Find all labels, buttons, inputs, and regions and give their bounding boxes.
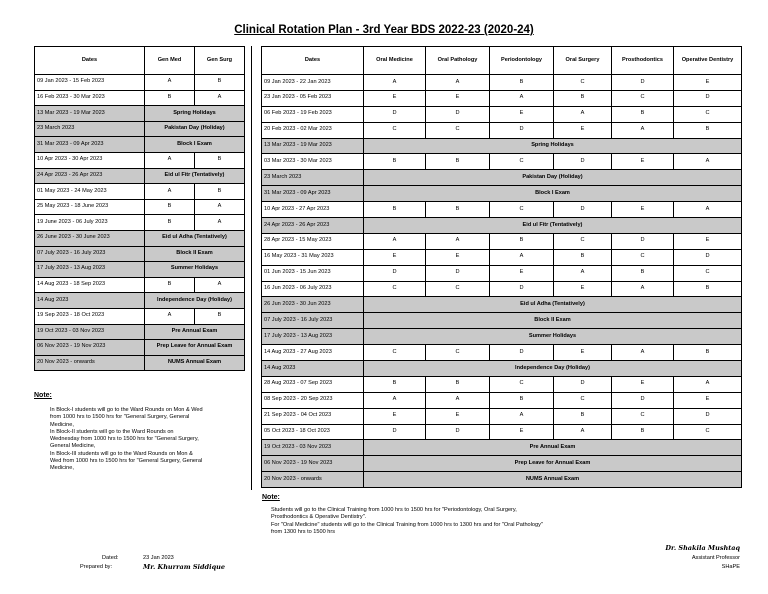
date-cell: 05 Oct 2023 - 18 Oct 2023 [262, 424, 364, 440]
note-line: Wed from 1000 hrs to 1500 hrs for "General Surgery, General [50, 457, 203, 464]
date-cell: 14 Aug 2023 - 27 Aug 2023 [262, 345, 364, 361]
group-cell: E [490, 265, 554, 281]
group-cell: D [426, 424, 490, 440]
dated-value: 23 Jan 2023 [143, 555, 174, 561]
group-cell: B [195, 308, 245, 324]
table-row [262, 249, 742, 265]
date-cell: 10 Apr 2023 - 30 Apr 2023 [35, 152, 145, 168]
table-row [35, 293, 245, 309]
group-cell: E [364, 249, 426, 265]
table-row [262, 154, 742, 170]
table-row [262, 345, 742, 361]
date-cell: 14 Aug 2023 - 18 Sep 2023 [35, 277, 145, 293]
column-header: Gen Med [145, 47, 195, 75]
group-cell: E [674, 233, 742, 249]
left-note-heading: Note: [34, 392, 52, 399]
right-rotation-table [261, 46, 742, 488]
date-cell: 16 Jun 2023 - 06 July 2023 [262, 281, 364, 297]
note-line: from 1000 hrs to 1500 hrs for "General Surgery, General [50, 414, 190, 421]
table-row [262, 361, 742, 377]
group-cell: D [554, 154, 612, 170]
group-cell: B [145, 215, 195, 231]
event-cell: Eid ul Fitr (Tentatively) [145, 168, 245, 184]
group-cell: E [612, 376, 674, 392]
group-cell: C [426, 122, 490, 138]
group-cell: C [612, 249, 674, 265]
table-row [35, 75, 245, 91]
date-cell: 19 June 2023 - 06 July 2023 [35, 215, 145, 231]
event-cell: Spring Holidays [145, 106, 245, 122]
date-cell: 07 July 2023 - 16 July 2023 [262, 313, 364, 329]
table-row [262, 75, 742, 91]
group-cell: D [490, 281, 554, 297]
event-cell: Prep Leave for Annual Exam [364, 456, 742, 472]
event-cell: Pakistan Day (Holiday) [364, 170, 742, 186]
date-cell: 07 July 2023 - 16 July 2023 [35, 246, 145, 262]
group-cell: C [612, 408, 674, 424]
event-cell: Eid ul Adha (Tentatively) [364, 297, 742, 313]
table-row [262, 138, 742, 154]
group-cell: B [612, 424, 674, 440]
left-note-text [50, 407, 250, 472]
date-cell: 20 Nov 2023 - onwards [262, 472, 364, 488]
table-row [35, 121, 245, 137]
date-cell: 01 May 2023 - 24 May 2023 [35, 184, 145, 200]
event-cell: Spring Holidays [364, 138, 742, 154]
group-cell: B [145, 90, 195, 106]
group-cell: A [426, 233, 490, 249]
column-header: Periodontology [490, 47, 554, 75]
group-cell: C [674, 265, 742, 281]
group-cell: A [554, 424, 612, 440]
event-cell: Pre Annual Exam [364, 440, 742, 456]
event-cell: Eid ul Adha (Tentatively) [145, 230, 245, 246]
date-cell: 10 Apr 2023 - 27 Apr 2023 [262, 202, 364, 218]
group-cell: C [554, 392, 612, 408]
note-line: Medicine, [50, 465, 74, 472]
date-cell: 20 Nov 2023 - onwards [35, 355, 145, 371]
document-title: Clinical Rotation Plan - 3rd Year BDS 2022-23 (2020-24) [234, 24, 534, 36]
header-row [35, 47, 245, 75]
group-cell: B [554, 408, 612, 424]
date-cell: 14 Aug 2023 [262, 361, 364, 377]
prepared-by-label: Prepared by: [80, 564, 113, 570]
group-cell: B [612, 106, 674, 122]
column-header: Operative Dentistry [674, 47, 742, 75]
event-cell: Pre Annual Exam [145, 324, 245, 340]
group-cell: C [490, 202, 554, 218]
date-cell: 06 Nov 2023 - 19 Nov 2023 [35, 340, 145, 356]
date-cell: 17 July 2023 - 13 Aug 2023 [35, 262, 145, 278]
group-cell: D [364, 106, 426, 122]
group-cell: E [364, 90, 426, 106]
column-header: Oral Surgery [554, 47, 612, 75]
group-cell: E [554, 281, 612, 297]
note-line: In Block-II students will go to the Ward Rounds on [50, 428, 174, 435]
group-cell: D [554, 202, 612, 218]
group-cell: A [612, 281, 674, 297]
table-row [35, 324, 245, 340]
table-row [262, 408, 742, 424]
group-cell: A [674, 154, 742, 170]
event-cell: Block II Exam [145, 246, 245, 262]
date-cell: 08 Sep 2023 - 20 Sep 2023 [262, 392, 364, 408]
group-cell: A [145, 152, 195, 168]
table-row [35, 355, 245, 371]
table-row [35, 262, 245, 278]
group-cell: C [554, 75, 612, 91]
group-cell: B [426, 154, 490, 170]
group-cell: A [554, 106, 612, 122]
group-cell: C [426, 281, 490, 297]
table-row [262, 329, 742, 345]
group-cell: B [612, 265, 674, 281]
table-row [35, 168, 245, 184]
group-cell: A [426, 75, 490, 91]
column-header: Gen Surg [195, 47, 245, 75]
group-cell: D [426, 106, 490, 122]
note-line: General Medicine, [50, 443, 96, 450]
group-cell: D [364, 424, 426, 440]
date-cell: 23 March 2023 [35, 121, 145, 137]
date-cell: 06 Nov 2023 - 19 Nov 2023 [262, 456, 364, 472]
event-cell: Summer Holidays [364, 329, 742, 345]
date-cell: 16 Feb 2023 - 30 Mar 2023 [35, 90, 145, 106]
date-cell: 21 Sep 2023 - 04 Oct 2023 [262, 408, 364, 424]
group-cell: B [554, 90, 612, 106]
event-cell: Block I Exam [364, 186, 742, 202]
group-cell: A [364, 233, 426, 249]
table-row [35, 137, 245, 153]
group-cell: C [364, 281, 426, 297]
group-cell: B [674, 345, 742, 361]
group-cell: C [490, 376, 554, 392]
right-note-heading: Note: [262, 494, 280, 501]
group-cell: E [554, 345, 612, 361]
note-line: In Block-III students will go to the Ward Rounds on Mon & [50, 450, 193, 457]
table-row [262, 424, 742, 440]
group-cell: A [490, 90, 554, 106]
note-line: In Block-I students will go to the Ward Rounds on Mon & Wed [50, 407, 203, 413]
event-cell: NUMS Annual Exam [364, 472, 742, 488]
group-cell: D [612, 75, 674, 91]
table-row [35, 184, 245, 200]
signatory-title: Assistant Professor [691, 555, 740, 561]
table-row [35, 340, 245, 356]
group-cell: B [195, 75, 245, 91]
group-cell: E [490, 424, 554, 440]
date-cell: 09 Jan 2023 - 15 Feb 2023 [35, 75, 145, 91]
date-cell: 03 Mar 2023 - 30 Mar 2023 [262, 154, 364, 170]
group-cell: C [426, 345, 490, 361]
group-cell: B [195, 184, 245, 200]
column-header: Oral Medicine [364, 47, 426, 75]
group-cell: D [426, 265, 490, 281]
event-cell: Block II Exam [364, 313, 742, 329]
table-row [262, 265, 742, 281]
date-cell: 13 Mar 2023 - 19 Mar 2023 [262, 138, 364, 154]
table-separator [251, 46, 252, 490]
group-cell: A [195, 199, 245, 215]
note-line: For "Oral Medicine" students will go to the Clinical Training from 1000 hrs to 1300 hrs and for "Oral Pathology" [271, 521, 543, 528]
group-cell: B [490, 75, 554, 91]
date-cell: 31 Mar 2023 - 09 Apr 2023 [35, 137, 145, 153]
table-row [262, 440, 742, 456]
group-cell: D [554, 376, 612, 392]
date-cell: 19 Oct 2023 - 03 Nov 2023 [262, 440, 364, 456]
table-row [262, 472, 742, 488]
table-row [35, 308, 245, 324]
group-cell: A [195, 277, 245, 293]
note-line: from 1300 hrs to 1500 hrs [271, 528, 336, 535]
date-cell: 17 July 2023 - 13 Aug 2023 [262, 329, 364, 345]
date-cell: 20 Feb 2023 - 02 Mar 2023 [262, 122, 364, 138]
group-cell: A [364, 392, 426, 408]
group-cell: C [490, 154, 554, 170]
group-cell: B [674, 281, 742, 297]
group-cell: A [145, 308, 195, 324]
event-cell: Prep Leave for Annual Exam [145, 340, 245, 356]
dated-label: Dated: [102, 555, 119, 561]
group-cell: D [612, 392, 674, 408]
table-row [35, 199, 245, 215]
left-rotation-table [34, 46, 245, 371]
group-cell: A [364, 75, 426, 91]
date-cell: 26 June 2023 - 30 June 2023 [35, 230, 145, 246]
group-cell: B [426, 376, 490, 392]
group-cell: E [674, 392, 742, 408]
right-note-text [271, 507, 651, 536]
group-cell: A [612, 345, 674, 361]
group-cell: B [554, 249, 612, 265]
table-row [35, 230, 245, 246]
date-cell: 26 Jun 2023 - 30 Jun 2023 [262, 297, 364, 313]
group-cell: E [426, 249, 490, 265]
group-cell: B [490, 392, 554, 408]
signatory-dept: SHaPE [721, 564, 740, 570]
date-cell: 01 Jun 2023 - 15 Jun 2023 [262, 265, 364, 281]
table-row [262, 313, 742, 329]
header-row [262, 47, 742, 75]
date-cell: 13 Mar 2023 - 19 Mar 2023 [35, 106, 145, 122]
table-row [262, 456, 742, 472]
group-cell: A [145, 184, 195, 200]
group-cell: B [364, 154, 426, 170]
date-cell: 16 May 2023 - 31 May 2023 [262, 249, 364, 265]
group-cell: A [490, 249, 554, 265]
date-cell: 28 Aug 2023 - 07 Sep 2023 [262, 376, 364, 392]
event-cell: Summer Holidays [145, 262, 245, 278]
prepared-by-name: Mr. Khurram Siddique [143, 563, 225, 571]
group-cell: D [674, 249, 742, 265]
date-cell: 25 May 2023 - 18 June 2023 [35, 199, 145, 215]
date-cell: 23 Jan 2023 - 05 Feb 2023 [262, 90, 364, 106]
table-row [262, 376, 742, 392]
group-cell: A [426, 392, 490, 408]
column-header: Dates [262, 47, 364, 75]
group-cell: E [554, 122, 612, 138]
group-cell: D [674, 408, 742, 424]
date-cell: 24 Apr 2023 - 26 Apr 2023 [262, 218, 364, 234]
date-cell: 31 Mar 2023 - 09 Apr 2023 [262, 186, 364, 202]
date-cell: 19 Oct 2023 - 03 Nov 2023 [35, 324, 145, 340]
group-cell: B [674, 122, 742, 138]
date-cell: 06 Feb 2023 - 19 Feb 2023 [262, 106, 364, 122]
group-cell: D [490, 345, 554, 361]
group-cell: B [490, 233, 554, 249]
group-cell: A [674, 376, 742, 392]
table-row [262, 297, 742, 313]
group-cell: D [612, 233, 674, 249]
group-cell: A [554, 265, 612, 281]
table-row [262, 122, 742, 138]
group-cell: C [674, 106, 742, 122]
date-cell: 24 Apr 2023 - 26 Apr 2023 [35, 168, 145, 184]
group-cell: E [674, 75, 742, 91]
table-row [262, 186, 742, 202]
group-cell: E [490, 106, 554, 122]
group-cell: A [490, 408, 554, 424]
event-cell: Independence Day (Holiday) [364, 361, 742, 377]
group-cell: B [364, 376, 426, 392]
column-header: Dates [35, 47, 145, 75]
group-cell: B [426, 202, 490, 218]
signatory-name: Dr. Shakila Mushtaq [665, 544, 740, 552]
event-cell: Block I Exam [145, 137, 245, 153]
table-row [262, 90, 742, 106]
group-cell: C [612, 90, 674, 106]
date-cell: 14 Aug 2023 [35, 293, 145, 309]
group-cell: C [364, 122, 426, 138]
group-cell: D [364, 265, 426, 281]
group-cell: E [426, 90, 490, 106]
table-row [35, 246, 245, 262]
event-cell: Pakistan Day (Holiday) [145, 121, 245, 137]
table-row [35, 90, 245, 106]
column-header: Oral Pathology [426, 47, 490, 75]
group-cell: B [145, 277, 195, 293]
date-cell: 28 Apr 2023 - 15 May 2023 [262, 233, 364, 249]
note-line: Wednesday from 1000 hrs to 1500 hrs for "General Surgery, [50, 436, 199, 443]
event-cell: NUMS Annual Exam [145, 355, 245, 371]
group-cell: B [195, 152, 245, 168]
table-row [35, 106, 245, 122]
group-cell: A [145, 75, 195, 91]
table-row [35, 215, 245, 231]
date-cell: 19 Sep 2023 - 18 Oct 2023 [35, 308, 145, 324]
column-header: Prosthodontics [612, 47, 674, 75]
group-cell: E [612, 154, 674, 170]
table-row [262, 106, 742, 122]
group-cell: A [612, 122, 674, 138]
group-cell: A [195, 90, 245, 106]
group-cell: D [674, 90, 742, 106]
group-cell: B [145, 199, 195, 215]
table-row [35, 277, 245, 293]
table-row [262, 392, 742, 408]
table-row [262, 233, 742, 249]
table-row [262, 281, 742, 297]
group-cell: C [674, 424, 742, 440]
group-cell: A [674, 202, 742, 218]
table-row [35, 152, 245, 168]
event-cell: Eid ul Fitr (Tentatively) [364, 218, 742, 234]
table-row [262, 218, 742, 234]
group-cell: E [364, 408, 426, 424]
note-line: Prosthodontics & Operative Dentistry". [271, 514, 367, 521]
group-cell: B [364, 202, 426, 218]
table-row [262, 202, 742, 218]
group-cell: C [554, 233, 612, 249]
group-cell: D [490, 122, 554, 138]
group-cell: E [612, 202, 674, 218]
event-cell: Independence Day (Holiday) [145, 293, 245, 309]
date-cell: 23 March 2023 [262, 170, 364, 186]
table-row [262, 170, 742, 186]
group-cell: C [364, 345, 426, 361]
note-line: Medicine, [50, 421, 74, 428]
group-cell: E [426, 408, 490, 424]
date-cell: 09 Jan 2023 - 22 Jan 2023 [262, 75, 364, 91]
group-cell: A [195, 215, 245, 231]
note-line: Students will go to the Clinical Training from 1000 hrs to 1500 hrs for "Periodontology, Oral Surgery, [271, 507, 517, 513]
